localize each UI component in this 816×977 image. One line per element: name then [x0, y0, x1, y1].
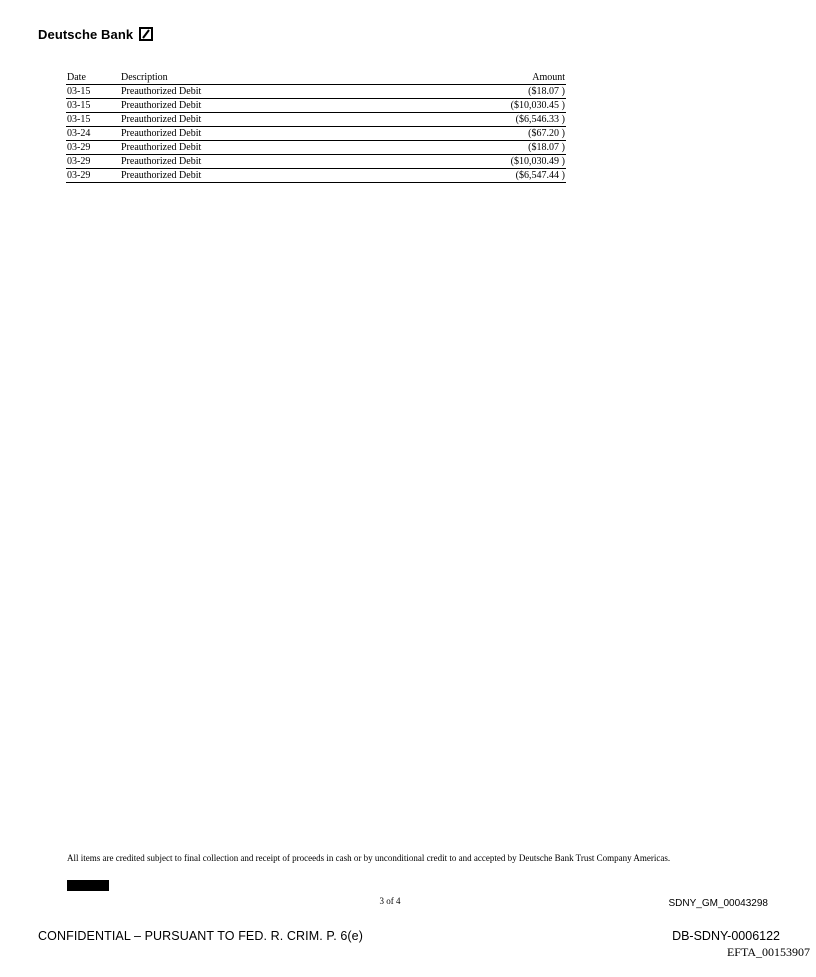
sdny-bates-number: SDNY_GM_00043298 — [668, 898, 768, 909]
row-amount — [420, 141, 566, 155]
row-date: 03-29 — [66, 141, 120, 155]
amount-value: ($10,030.45 — [510, 100, 559, 111]
table-row — [66, 169, 566, 183]
amount-value: ($18.07 — [528, 142, 559, 153]
table-header-row — [66, 72, 566, 85]
row-description: Preauthorized Debit — [120, 113, 420, 127]
table-row — [66, 155, 566, 169]
row-description: Preauthorized Debit — [120, 141, 420, 155]
efta-bates-number: EFTA_00153907 — [726, 945, 810, 959]
page-number: 3 of 4 — [379, 896, 401, 906]
table-row — [66, 113, 566, 127]
row-date: 03-29 — [66, 169, 120, 183]
amount-close-paren: ) — [561, 156, 565, 167]
row-description: Preauthorized Debit — [120, 85, 420, 99]
row-date: 03-15 — [66, 85, 120, 99]
row-amount — [420, 113, 566, 127]
row-date: 03-15 — [66, 113, 120, 127]
confidential-notice: CONFIDENTIAL – PURSUANT TO FED. R. CRIM. P. 6(e) — [38, 929, 363, 943]
redaction-block — [67, 880, 109, 891]
credit-disclaimer: All items are credited subject to final collection and receipt of proceeds in cash or by unconditional credit to and accepted by Deutsche Bank Trust Company Americas. — [67, 853, 671, 863]
bank-name: Deutsche Bank — [38, 27, 134, 42]
deutsche-bank-slash-icon — [139, 27, 153, 41]
slash-icon-svg — [141, 29, 151, 39]
row-date: 03-29 — [66, 155, 120, 169]
amount-close-paren: ) — [561, 100, 565, 111]
amount-value: ($6,546.33 — [515, 114, 559, 125]
row-date: 03-15 — [66, 99, 120, 113]
amount-close-paren: ) — [561, 128, 565, 139]
row-amount — [420, 155, 566, 169]
row-description: Preauthorized Debit — [120, 127, 420, 141]
row-amount — [420, 99, 566, 113]
column-header-description: Description — [120, 72, 420, 85]
table-row — [66, 99, 566, 113]
amount-value: ($10,030.49 — [510, 156, 559, 167]
table-row — [66, 85, 566, 99]
amount-value: ($67.20 — [528, 128, 559, 139]
row-description: Preauthorized Debit — [120, 99, 420, 113]
db-sdny-bates-number: DB-SDNY-0006122 — [672, 929, 780, 943]
column-header-date: Date — [66, 72, 120, 85]
table-row — [66, 127, 566, 141]
column-header-amount: Amount — [420, 72, 566, 85]
amount-close-paren: ) — [561, 86, 565, 97]
row-description: Preauthorized Debit — [120, 169, 420, 183]
transactions-table — [66, 72, 566, 183]
table-row — [66, 141, 566, 155]
deutsche-bank-logo — [38, 27, 153, 42]
row-date: 03-24 — [66, 127, 120, 141]
row-amount — [420, 85, 566, 99]
row-description: Preauthorized Debit — [120, 155, 420, 169]
row-amount — [420, 169, 566, 183]
amount-close-paren: ) — [561, 114, 565, 125]
row-amount — [420, 127, 566, 141]
amount-close-paren: ) — [561, 170, 565, 181]
amount-value: ($6,547.44 — [515, 170, 559, 181]
amount-close-paren: ) — [561, 142, 565, 153]
amount-value: ($18.07 — [528, 86, 559, 97]
